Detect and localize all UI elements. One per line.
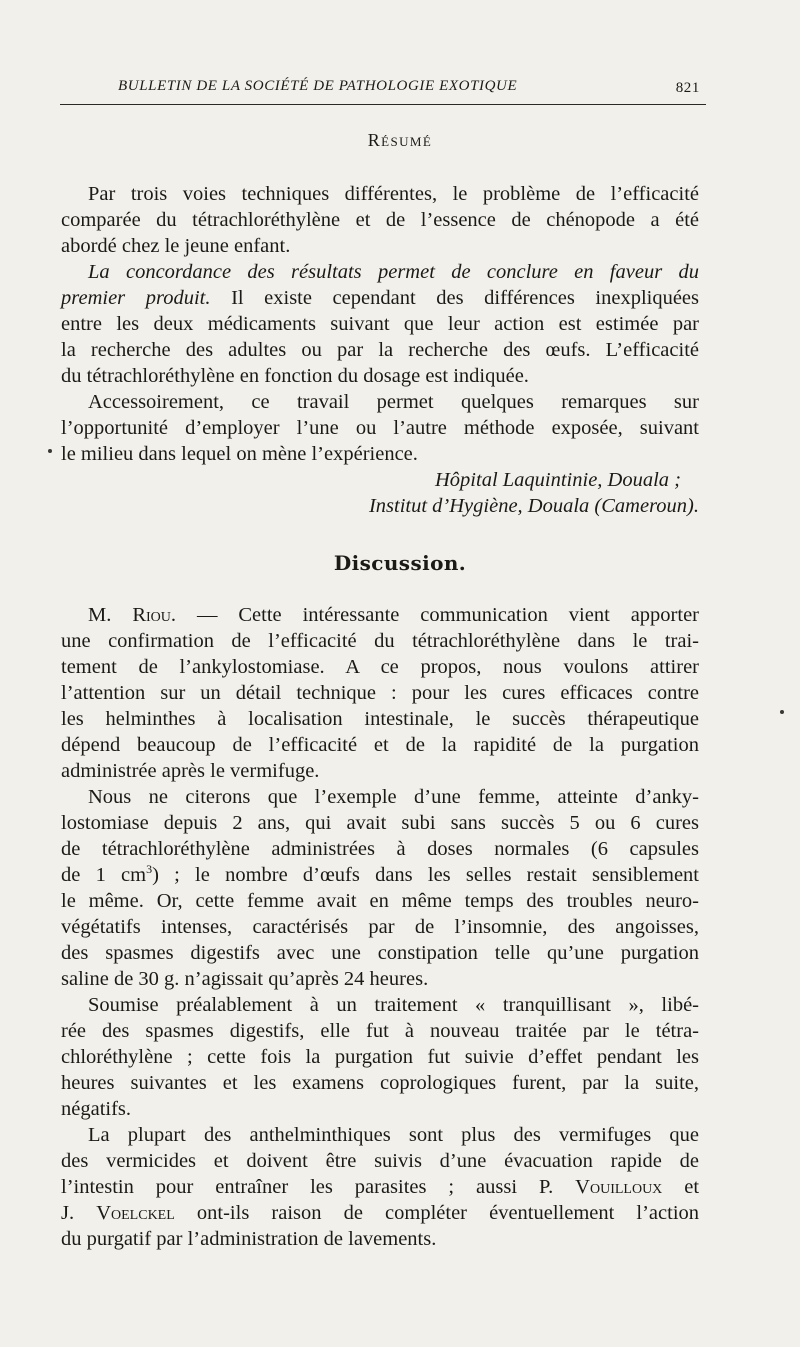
text-span: ont-ils raison de compléter éventuellement l’action [196, 1202, 700, 1224]
text-line [61, 1200, 699, 1226]
margin-speck [48, 449, 52, 453]
superscript: 3 [146, 862, 153, 877]
affiliation-line: Hôpital Laquintinie, Douala ; [435, 469, 681, 491]
resume-heading: Résumé [367, 130, 433, 150]
page-number: 821 [675, 80, 700, 96]
text-span: Il existe cependant des différences inexpliquées [231, 287, 700, 309]
author-name: Voelckel [96, 1202, 175, 1224]
text-line [61, 1174, 699, 1200]
text-line: abordé chez le jeune enfant. [61, 235, 291, 257]
text-line: rée des spasmes digestifs, elle fut à nouveau traitée par le tétra- [61, 1020, 699, 1042]
text-line: négatifs. [61, 1098, 132, 1120]
text-line: du tétrachloréthylène en fonction du dosage est indiquée. [61, 365, 529, 387]
text-span: . — Cette intéressante communication vient apporter [170, 604, 700, 626]
text-line [88, 602, 699, 628]
text-span: ) ; le nombre d’œufs dans les selles restait sensiblement [152, 864, 699, 886]
text-line: végétatifs intenses, caractérisés par de l’insomnie, des angoisses, [61, 916, 699, 938]
text-line: lostomiase depuis 2 ans, qui avait subi sans succès 5 ou 6 cures [61, 812, 699, 834]
text-line [61, 285, 699, 311]
journal-title: BULLETIN DE LA SOCIÉTÉ DE PATHOLOGIE EXOTIQUE [118, 78, 518, 94]
margin-speck [780, 710, 784, 714]
text-line: des vermicides et doivent être suivis d’une évacuation rapide de [61, 1150, 699, 1172]
text-line [61, 862, 699, 888]
text-line: le milieu dans lequel on mène l’expérience. [61, 443, 418, 465]
text-line: administrée après le vermifuge. [61, 760, 320, 782]
text-line: l’opportunité d’employer l’une ou l’autre méthode exposée, suivant [61, 417, 699, 439]
speaker-prefix: M. [88, 604, 112, 626]
discussion-heading: Discussion. [333, 551, 467, 575]
text-line: chloréthylène ; cette fois la purgation fut suivie d’effet pendant les [61, 1046, 699, 1068]
author-initial: J. [61, 1202, 75, 1224]
text-line: des spasmes digestifs avec une constipation telle qu’une purgation [61, 942, 699, 964]
running-head [60, 74, 706, 105]
text-line: dépend beaucoup de l’efficacité et de la rapidité de la purgation [61, 734, 699, 756]
italic-phrase: premier produit. [61, 287, 211, 309]
affiliation-line: Institut d’Hygiène, Douala (Cameroun). [368, 495, 699, 517]
text-line: heures suivantes et les examens coprologiques furent, par la suite, [61, 1072, 699, 1094]
text-line: La concordance des résultats permet de conclure en faveur du [88, 261, 699, 283]
text-line: entre les deux médicaments suivant que leur action est estimée par [61, 313, 699, 335]
author-initial: P. [538, 1176, 554, 1198]
text-line: de tétrachloréthylène administrées à doses normales (6 capsules [61, 838, 699, 860]
text-line: Nous ne citerons que l’exemple d’une femme, atteinte d’anky- [88, 786, 699, 808]
text-span: et [684, 1176, 700, 1198]
text-line: les helminthes à localisation intestinale, le succès thérapeutique [61, 708, 699, 730]
text-line: le même. Or, cette femme avait en même temps des troubles neuro- [61, 890, 699, 912]
text-line: tement de l’ankylostomiase. A ce propos, nous voulons attirer [61, 656, 699, 678]
text-line: comparée du tétrachloréthylène et de l’essence de chénopode a été [61, 209, 699, 231]
text-line: du purgatif par l’administration de lavements. [61, 1228, 437, 1250]
text-line: l’attention sur un détail technique : pour les cures efficaces contre [61, 682, 699, 704]
text-span: de 1 cm [61, 864, 147, 886]
text-line: la recherche des adultes ou par la recherche des œufs. L’efficacité [61, 339, 699, 361]
text-line: La plupart des anthelminthiques sont plus des vermifuges que [88, 1124, 699, 1146]
text-line: saline de 30 g. n’agissait qu’après 24 heures. [61, 968, 429, 990]
speaker-name: Riou [132, 604, 171, 626]
author-name: Vouilloux [575, 1176, 663, 1198]
text-line: Accessoirement, ce travail permet quelques remarques sur [88, 391, 699, 413]
text-span: l’intestin pour entraîner les parasites ; aussi [61, 1176, 518, 1198]
text-line: Par trois voies techniques différentes, le problème de l’efficacité [88, 183, 699, 205]
text-line: une confirmation de l’efficacité du tétrachloréthylène dans le trai- [61, 630, 699, 652]
text-line: Soumise préalablement à un traitement « tranquillisant », libé- [88, 994, 699, 1016]
